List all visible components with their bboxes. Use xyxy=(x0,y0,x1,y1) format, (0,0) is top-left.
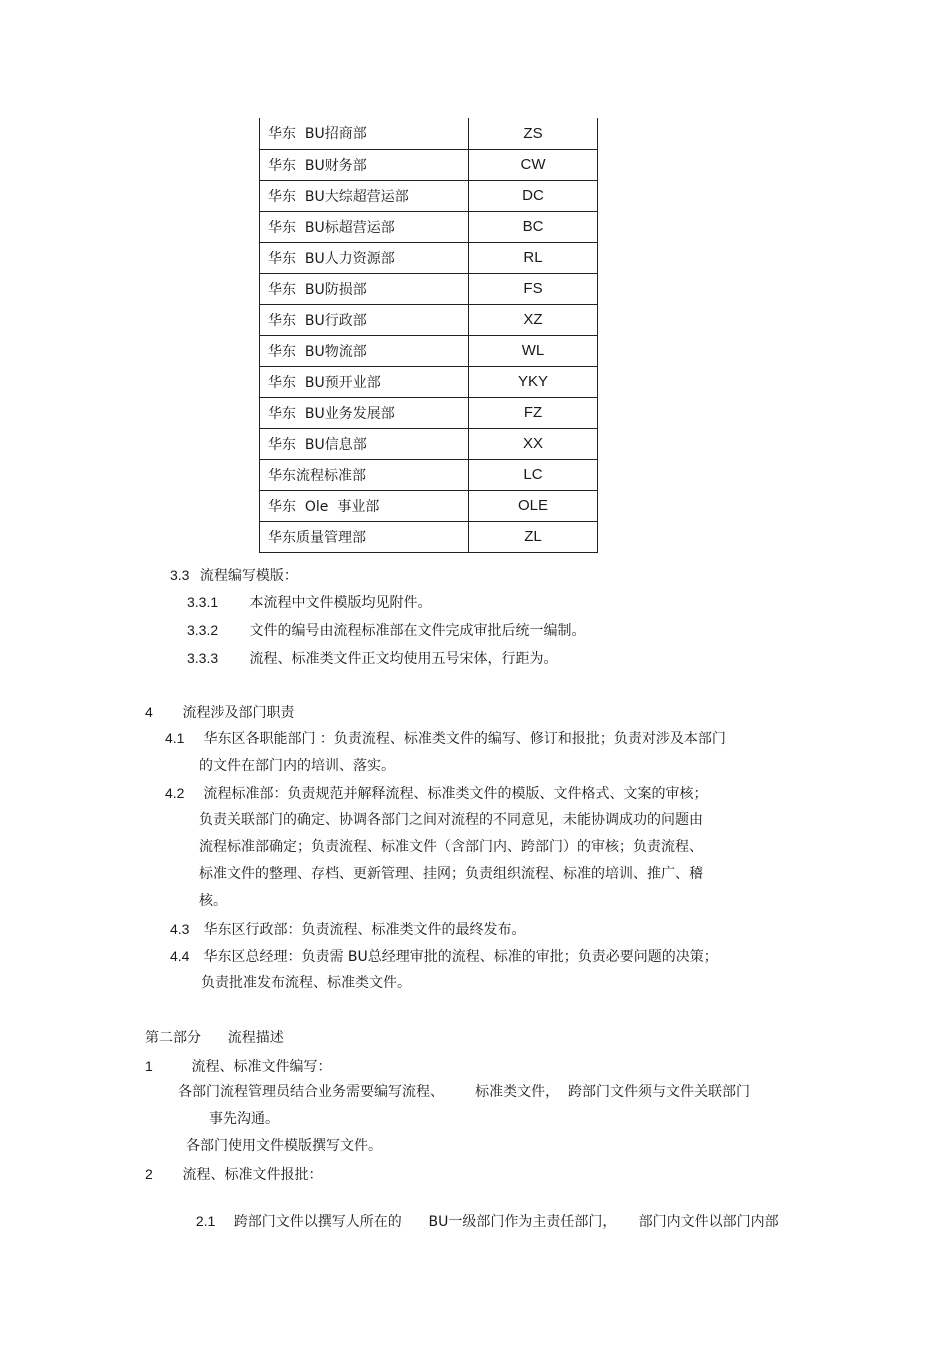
section-number: 4 xyxy=(145,704,153,720)
item-4-2-continuation: 流程标准部确定；负责流程、标准文件（含部门内、跨部门）的审核；负责流程、 xyxy=(199,839,703,855)
department-name-cell: 华东 Ole 事业部 xyxy=(260,490,469,521)
department-code-table-body xyxy=(260,118,598,552)
item-4-2 xyxy=(165,783,707,804)
item-4-2-continuation: 负责关联部门的确定、协调各部门之间对流程的不同意见，未能协调成功的问题由 xyxy=(199,812,703,828)
table-row xyxy=(260,273,598,304)
item-text: 文件的编号由流程标准部在文件完成审批后统一编制。 xyxy=(249,623,586,639)
part-2-item-1-text: 各部门使用文件模版撰写文件。 xyxy=(186,1138,382,1154)
part-2-item-2-1 xyxy=(178,1191,779,1252)
table-row xyxy=(260,521,598,552)
table-row xyxy=(260,211,598,242)
list-item xyxy=(187,648,557,669)
department-name-cell: 华东 BU业务发展部 xyxy=(260,397,469,428)
department-code-cell: XX xyxy=(469,428,598,459)
item-title: 流程、标准文件报批： xyxy=(182,1167,323,1183)
department-name-cell: 华东 BU财务部 xyxy=(260,149,469,180)
table-row xyxy=(260,428,598,459)
part-2-item-1-continuation: 事先沟通。 xyxy=(209,1111,279,1127)
item-text: 跨部门文件以撰写人所在的 BU一级部门作为主责任部门， 部门内文件以部门内部 xyxy=(233,1214,779,1230)
item-4-4 xyxy=(170,946,718,967)
table-row xyxy=(260,118,598,149)
table-row xyxy=(260,242,598,273)
department-code-table xyxy=(259,118,598,553)
department-name-cell: 华东 BU物流部 xyxy=(260,335,469,366)
item-number: 3.3.2 xyxy=(187,622,219,638)
department-code-cell: OLE xyxy=(469,490,598,521)
item-4-1 xyxy=(165,728,726,749)
item-text: 华东区行政部：负责流程、标准类文件的最终发布。 xyxy=(203,922,526,938)
part-2-item-1-heading xyxy=(145,1056,331,1077)
item-number: 3.3.1 xyxy=(187,594,219,610)
department-code-cell: ZL xyxy=(469,521,598,552)
section-title: 流程编写模版： xyxy=(199,568,298,584)
item-number: 4.2 xyxy=(165,785,185,801)
department-name-cell: 华东 BU招商部 xyxy=(260,118,469,149)
table-row xyxy=(260,490,598,521)
item-text: 华东区各职能部门 ：负责流程、标准类文件的编写、修订和报批；负责对涉及本部门 xyxy=(203,731,726,747)
item-number: 4.4 xyxy=(170,948,190,964)
item-text: 华东区总经理：负责需 BU总经理审批的流程、标准的审批；负责必要问题的决策； xyxy=(203,949,718,965)
part-2-item-2-heading xyxy=(145,1164,322,1185)
section-3-3-heading xyxy=(170,565,298,586)
department-code-cell: YKY xyxy=(469,366,598,397)
section-number: 3.3 xyxy=(170,567,190,583)
item-number: 2 xyxy=(145,1166,153,1182)
item-4-2-continuation: 标准文件的整理、存档、更新管理、挂网；负责组织流程、标准的培训、推广、稽 xyxy=(199,866,703,882)
table-row xyxy=(260,304,598,335)
department-code-cell: BC xyxy=(469,211,598,242)
table-row xyxy=(260,180,598,211)
department-code-cell: XZ xyxy=(469,304,598,335)
department-code-cell: RL xyxy=(469,242,598,273)
item-title: 流程、标准文件编写： xyxy=(191,1059,332,1075)
part-2-item-1-text: 各部门流程管理员结合业务需要编写流程、 标准类文件， 跨部门文件须与文件关联部门 xyxy=(178,1084,751,1100)
item-number: 3.3.3 xyxy=(187,650,219,666)
department-code-cell: ZS xyxy=(469,118,598,149)
department-name-cell: 华东质量管理部 xyxy=(260,521,469,552)
department-name-cell: 华东 BU行政部 xyxy=(260,304,469,335)
table-row xyxy=(260,335,598,366)
table-row xyxy=(260,149,598,180)
item-4-1-continuation: 的文件在部门内的培训、落实。 xyxy=(199,758,395,774)
list-item xyxy=(187,592,431,613)
item-4-3 xyxy=(170,919,525,940)
section-title: 流程涉及部门职责 xyxy=(182,705,295,721)
item-4-2-continuation: 核。 xyxy=(199,893,227,909)
department-code-cell: LC xyxy=(469,459,598,490)
item-number: 1 xyxy=(145,1058,153,1074)
department-code-cell: DC xyxy=(469,180,598,211)
item-text: 流程标准部：负责规范并解释流程、标准类文件的模版、文件格式、文案的审核； xyxy=(203,786,708,802)
department-name-cell: 华东 BU人力资源部 xyxy=(260,242,469,273)
section-4-heading xyxy=(145,702,294,723)
department-code-cell: FS xyxy=(469,273,598,304)
table-row xyxy=(260,397,598,428)
department-code-cell: WL xyxy=(469,335,598,366)
department-code-cell: FZ xyxy=(469,397,598,428)
department-name-cell: 华东 BU信息部 xyxy=(260,428,469,459)
department-code-cell: CW xyxy=(469,149,598,180)
department-name-cell: 华东流程标准部 xyxy=(260,459,469,490)
department-name-cell: 华东 BU大综超营运部 xyxy=(260,180,469,211)
item-number: 4.1 xyxy=(165,730,185,746)
list-item xyxy=(187,620,585,641)
item-number: 2.1 xyxy=(195,1213,216,1229)
item-text: 本流程中文件模版均见附件。 xyxy=(249,595,432,611)
part-2-heading: 第二部分 流程描述 xyxy=(145,1030,284,1046)
table-row xyxy=(260,459,598,490)
department-name-cell: 华东 BU防损部 xyxy=(260,273,469,304)
item-text: 流程、标准类文件正文均使用五号宋体，行距为。 xyxy=(249,651,558,667)
item-4-4-continuation: 负责批准发布流程、标准类文件。 xyxy=(201,975,411,991)
item-number: 4.3 xyxy=(170,921,190,937)
department-name-cell: 华东 BU预开业部 xyxy=(260,366,469,397)
department-name-cell: 华东 BU标超营运部 xyxy=(260,211,469,242)
table-row xyxy=(260,366,598,397)
